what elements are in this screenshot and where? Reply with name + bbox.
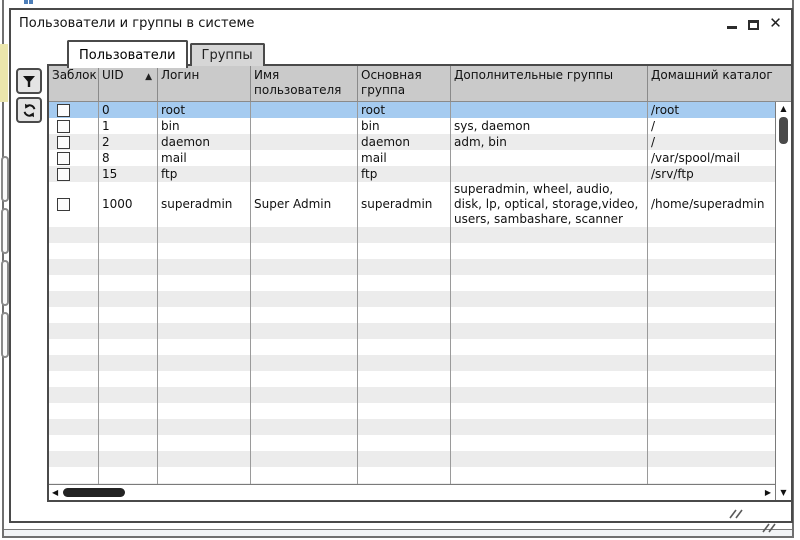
cell-extra_groups (451, 166, 648, 182)
table-body (49, 102, 775, 484)
cell-extra_groups (451, 259, 648, 275)
cell-blocked (49, 387, 99, 403)
cell-blocked (49, 182, 99, 227)
cell-extra_groups (451, 355, 648, 371)
cell-home: / (651, 118, 656, 133)
cell-uid (99, 243, 158, 259)
column-header-name[interactable] (251, 66, 358, 101)
cell-uid (99, 307, 158, 323)
tab-groups-label: Группы (201, 48, 253, 63)
cell-home: /root (651, 102, 680, 117)
cell-login: superadmin (158, 182, 251, 227)
cell-uid (99, 275, 158, 291)
cell-primary_group (358, 435, 451, 451)
close-icon: ✕ (769, 13, 782, 32)
cell-uid (99, 419, 158, 435)
cell-home (648, 259, 775, 275)
cell-uid (99, 339, 158, 355)
blocked-checkbox[interactable] (57, 168, 70, 181)
cell-login: root (158, 102, 251, 118)
table-row[interactable] (49, 182, 775, 227)
cell-blocked (49, 243, 99, 259)
cell-uid (99, 227, 158, 243)
empty-table-row (49, 435, 775, 451)
cell-login (158, 387, 251, 403)
cell-extra_groups (451, 150, 648, 166)
cell-primary_group: ftp (358, 166, 451, 182)
cell-primary_group (358, 371, 451, 387)
cell-extra_groups (451, 387, 648, 403)
cell-name (251, 243, 358, 259)
blocked-checkbox[interactable] (57, 120, 70, 133)
cell-login (158, 339, 251, 355)
cell-uid (99, 467, 158, 483)
maximize-icon (748, 20, 759, 30)
blocked-checkbox[interactable] (57, 104, 70, 117)
cell-name (251, 339, 358, 355)
cell-name (251, 419, 358, 435)
background-tab-grip[interactable] (1, 156, 9, 202)
cell-primary_group (358, 387, 451, 403)
cell-blocked (49, 339, 99, 355)
table-row[interactable] (49, 166, 775, 182)
cell-home (648, 419, 775, 435)
cell-uid (99, 323, 158, 339)
cell-home (648, 307, 775, 323)
cell-primary_group (358, 403, 451, 419)
cell-uid (99, 259, 158, 275)
cell-uid (99, 387, 158, 403)
window-controls (724, 13, 783, 32)
cell-login (158, 243, 251, 259)
empty-table-row (49, 339, 775, 355)
empty-table-row (49, 323, 775, 339)
cell-blocked (49, 307, 99, 323)
cell-extra_groups: superadmin, wheel, audio, disk, lp, optical, storage,video, users, sambashare, scanner (451, 182, 648, 227)
cell-name (251, 275, 358, 291)
cell-name (251, 451, 358, 467)
cell-uid (99, 371, 158, 387)
cell-name (251, 371, 358, 387)
cell-login: daemon (158, 134, 251, 150)
minimize-button[interactable] (724, 16, 739, 31)
cell-home (648, 227, 775, 243)
cell-blocked (49, 355, 99, 371)
cell-primary_group (358, 355, 451, 371)
cell-blocked (49, 166, 99, 182)
cell-name (251, 355, 358, 371)
table-row[interactable] (49, 118, 775, 134)
cell-login (158, 355, 251, 371)
cell-home (648, 291, 775, 307)
cell-extra_groups (451, 339, 648, 355)
scroll-left-arrow-icon[interactable]: ◀ (52, 488, 59, 497)
cell-login (158, 467, 251, 483)
cell-extra_groups (451, 291, 648, 307)
cell-primary_group (358, 307, 451, 323)
background-tab-grip[interactable] (1, 260, 9, 306)
background-tab-grip[interactable] (1, 208, 9, 254)
table-row[interactable] (49, 150, 775, 166)
cell-primary_group: mail (358, 150, 451, 166)
cell-extra_groups (451, 467, 648, 483)
cell-primary_group (358, 323, 451, 339)
cell-home (648, 243, 775, 259)
dialog-resize-grip-icon[interactable] (727, 506, 747, 520)
cell-name (251, 150, 358, 166)
column-header-uid[interactable] (99, 66, 158, 101)
cell-blocked (49, 259, 99, 275)
cell-primary_group (358, 339, 451, 355)
cell-blocked (49, 467, 99, 483)
empty-table-row (49, 387, 775, 403)
cell-uid: 1000 (99, 182, 158, 227)
refresh-button[interactable] (16, 97, 42, 123)
cell-home (648, 275, 775, 291)
cell-home: / (651, 134, 656, 149)
column-header-label: Основная группа (361, 68, 422, 97)
cell-primary_group: daemon (358, 134, 451, 150)
cell-extra_groups (451, 227, 648, 243)
cell-name (251, 403, 358, 419)
cell-primary_group (358, 227, 451, 243)
cell-login (158, 403, 251, 419)
cell-name (251, 118, 358, 134)
cell-blocked (49, 291, 99, 307)
tab-groups[interactable] (190, 43, 265, 66)
cell-extra_groups (451, 275, 648, 291)
window-title: Пользователи и группы в системе (19, 15, 255, 31)
cell-login (158, 451, 251, 467)
cell-uid (99, 355, 158, 371)
empty-table-row (49, 259, 775, 275)
cell-login (158, 291, 251, 307)
cell-blocked (49, 419, 99, 435)
filter-button[interactable] (16, 68, 42, 94)
cell-blocked (49, 451, 99, 467)
cell-uid (99, 451, 158, 467)
cell-extra_groups (451, 243, 648, 259)
cell-login: bin (158, 118, 251, 134)
empty-table-row (49, 275, 775, 291)
cell-primary_group (358, 243, 451, 259)
cell-extra_groups (451, 419, 648, 435)
cell-extra_groups: sys, daemon (451, 118, 648, 134)
column-header-extra_groups[interactable] (451, 66, 648, 101)
cell-name (251, 307, 358, 323)
empty-table-row (49, 243, 775, 259)
cell-login (158, 227, 251, 243)
cell-home (648, 339, 775, 355)
cell-uid: 2 (99, 134, 158, 150)
cell-blocked (49, 275, 99, 291)
blocked-checkbox[interactable] (57, 152, 70, 165)
cell-primary_group (358, 291, 451, 307)
cell-extra_groups: adm, bin (451, 134, 648, 150)
empty-table-row (49, 403, 775, 419)
cell-extra_groups (451, 451, 648, 467)
cell-home (648, 387, 775, 403)
column-header-primary_group[interactable] (358, 66, 451, 101)
cell-primary_group (358, 467, 451, 483)
cell-login (158, 307, 251, 323)
table-header-row (49, 66, 791, 102)
cell-home (648, 355, 775, 371)
cell-name (251, 291, 358, 307)
scroll-up-arrow-icon[interactable]: ▲ (780, 104, 787, 113)
cell-login (158, 275, 251, 291)
cell-home (648, 467, 775, 483)
scroll-right-arrow-icon[interactable]: ▶ (764, 488, 771, 497)
blocked-checkbox[interactable] (57, 198, 70, 211)
cell-blocked (49, 227, 99, 243)
empty-table-row (49, 291, 775, 307)
background-tab-grip[interactable] (1, 312, 9, 358)
blocked-checkbox[interactable] (57, 136, 70, 149)
column-header-label: UID (102, 68, 124, 82)
column-header-label: Дополнительные группы (454, 68, 614, 82)
cell-name (251, 227, 358, 243)
empty-table-row (49, 227, 775, 243)
scroll-down-arrow-icon[interactable]: ▼ (780, 488, 787, 497)
column-header-home[interactable] (648, 66, 791, 101)
cell-login (158, 259, 251, 275)
cell-primary_group (358, 451, 451, 467)
cell-home: /srv/ftp (651, 166, 694, 181)
cell-extra_groups (451, 323, 648, 339)
cell-blocked (49, 118, 99, 134)
cell-extra_groups (451, 371, 648, 387)
cell-home (648, 435, 775, 451)
cell-blocked (49, 371, 99, 387)
maximize-button[interactable] (746, 16, 761, 31)
column-header-label: Логин (161, 68, 200, 82)
cell-name (251, 435, 358, 451)
cell-name (251, 166, 358, 182)
cell-name (251, 387, 358, 403)
cell-blocked (49, 102, 99, 118)
cell-uid (99, 291, 158, 307)
cell-blocked (49, 403, 99, 419)
tab-users-label: Пользователи (79, 47, 176, 63)
tab-bar (67, 38, 265, 66)
horizontal-scrollbar[interactable] (49, 484, 775, 500)
cell-home: /var/spool/mail (651, 150, 741, 165)
empty-table-row (49, 451, 775, 467)
cell-primary_group: bin (358, 118, 451, 134)
cell-name (251, 467, 358, 483)
cell-blocked (49, 435, 99, 451)
cell-login: mail (158, 150, 251, 166)
cell-uid: 1 (99, 118, 158, 134)
dialog-titlebar[interactable] (11, 10, 791, 36)
users-table (47, 64, 793, 502)
empty-table-row (49, 371, 775, 387)
cell-name (251, 102, 358, 118)
tab-users[interactable] (67, 40, 188, 68)
cell-primary_group: superadmin (358, 182, 451, 227)
table-row[interactable] (49, 134, 775, 150)
cell-uid: 0 (99, 102, 158, 118)
cell-name: Super Admin (251, 182, 358, 227)
filter-icon (22, 75, 36, 88)
column-header-label: Заблок (52, 68, 97, 82)
cell-primary_group: root (358, 102, 451, 118)
sort-ascending-icon: ▲ (145, 72, 152, 82)
vertical-scrollbar[interactable] (775, 102, 791, 500)
cell-blocked (49, 150, 99, 166)
cell-uid: 8 (99, 150, 158, 166)
cell-blocked (49, 134, 99, 150)
cell-login (158, 419, 251, 435)
column-header-blocked[interactable] (49, 66, 99, 101)
cell-login (158, 435, 251, 451)
cell-name (251, 134, 358, 150)
empty-table-row (49, 419, 775, 435)
column-header-label: Имя пользователя (254, 68, 342, 97)
cell-home (648, 371, 775, 387)
background-window-statusbar (4, 529, 792, 536)
refresh-icon (22, 103, 37, 118)
cell-name (251, 323, 358, 339)
cell-home: /home/superadmin (651, 197, 765, 211)
cell-name (251, 259, 358, 275)
cell-uid (99, 435, 158, 451)
table-row[interactable] (49, 102, 775, 118)
horizontal-scroll-thumb[interactable] (63, 488, 125, 497)
cell-login (158, 371, 251, 387)
cell-home (648, 451, 775, 467)
cell-extra_groups (451, 403, 648, 419)
users-groups-dialog (9, 8, 793, 523)
minimize-icon (727, 26, 737, 29)
cell-home (648, 323, 775, 339)
empty-table-row (49, 467, 775, 483)
column-header-label: Домашний каталог (651, 68, 773, 82)
cell-uid (99, 403, 158, 419)
vertical-scroll-thumb[interactable] (779, 117, 788, 144)
cell-extra_groups (451, 307, 648, 323)
cell-login: ftp (158, 166, 251, 182)
cell-primary_group (358, 419, 451, 435)
cell-primary_group (358, 259, 451, 275)
cell-extra_groups (451, 435, 648, 451)
cell-home (648, 403, 775, 419)
cell-primary_group (358, 275, 451, 291)
background-app-icon (24, 0, 28, 4)
background-panel-fragment (0, 44, 8, 102)
cell-uid: 15 (99, 166, 158, 182)
cell-login (158, 323, 251, 339)
empty-table-row (49, 355, 775, 371)
empty-table-row (49, 307, 775, 323)
cell-extra_groups (451, 102, 648, 118)
close-button[interactable] (768, 13, 783, 32)
column-header-login[interactable] (158, 66, 251, 101)
cell-blocked (49, 323, 99, 339)
